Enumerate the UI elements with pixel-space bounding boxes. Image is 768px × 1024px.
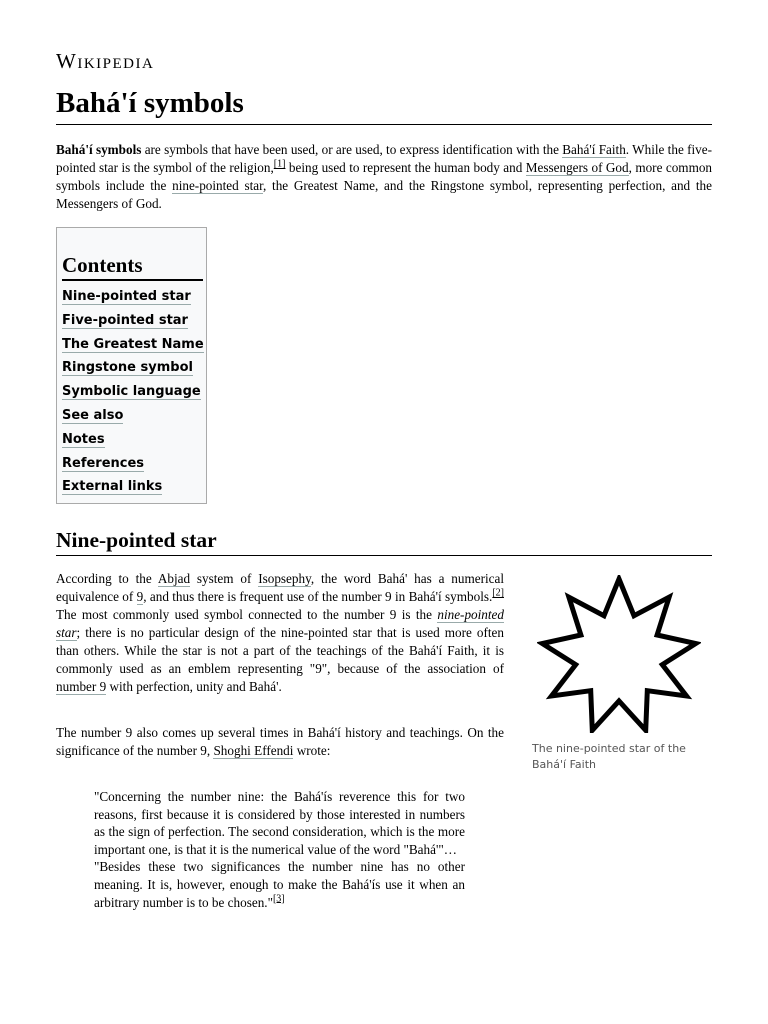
wikipedia-logo[interactable]: Wikipedia [56, 49, 155, 73]
nine-pointed-star-icon[interactable] [537, 575, 701, 733]
quote-paragraph-1: "Concerning the number nine: the Bahá'ís reverence this for two reasons, first because it is considered by those interested in numbers as the sign of perfection. The second consideration, which is the more important one, is that it is the numerical value of the word "Bahá'"… [94, 789, 465, 857]
lead-text: , more common symbols include the [56, 160, 713, 193]
link-abjad[interactable]: Abjad [157, 571, 191, 586]
link-nine-pointed-star[interactable]: nine-pointed star [172, 178, 263, 193]
link-shoghi-effendi[interactable]: Shoghi Effendi [213, 743, 294, 758]
link-bahai-faith[interactable]: Bahá'í Faith [562, 142, 626, 157]
shoghi-effendi-quote [94, 788, 465, 911]
lead-paragraph [56, 141, 712, 213]
section-paragraph-1: According to the Abjad system of Isopsephy, the word Bahá' has a numerical equivalence of 9, and thus there is frequent use of the number 9 in Bahá'í symbols.[2] The most commonly used symbol connected to the number 9 is the nine-pointed star; there is no particular design of the nine-pointed star that is used more often than others. While the star is not a part of the teachings of the Bahá'í Faith, it is commonly used as an emblem representing "9", because of the association of number 9 with perfection, unity and Bahá'. [56, 571, 504, 694]
link-isopsephy[interactable]: Isopsephy [258, 571, 311, 586]
toc-item-see-also[interactable]: See also [62, 407, 124, 423]
link-nine-pointed-star-italic[interactable]: nine-pointed star [56, 607, 504, 640]
lead-text: . While the five-pointed star is the symbol of the religion, [56, 142, 712, 175]
quote-paragraph-2: "Besides these two significances the number nine has no other meaning. It is, however, enough to make the Bahá'ís use it when an arbitrary number is to be chosen."[3] [94, 859, 465, 910]
toc-title: Contents [62, 252, 203, 281]
toc-item-references[interactable]: References [62, 455, 145, 471]
toc-list [62, 288, 204, 502]
table-of-contents [56, 227, 207, 504]
lead-text: , the Greatest Name, and the Ringstone symbol, representing perfection, and the Messengers of God. [56, 178, 712, 211]
figure-caption: The nine-pointed star of the Bahá'í Faith [532, 742, 686, 771]
section-paragraph-2: The number 9 also comes up several times in Bahá'í history and teachings. On the significance of the number 9, Shoghi Effendi wrote: [56, 725, 504, 758]
lead-bold-term: Bahá'í symbols [56, 142, 142, 157]
toc-item-symbolic-language[interactable]: Symbolic language [62, 384, 201, 400]
toc-item-external-links[interactable]: External links [62, 479, 163, 495]
nine-pointed-star-figure [532, 575, 706, 773]
link-messengers-of-god[interactable]: Messengers of God [525, 160, 629, 175]
toc-item-nine-pointed-star[interactable]: Nine-pointed star [62, 289, 191, 304]
lead-text: are symbols that have been used, or are used, to express identification with the [141, 142, 563, 157]
link-number-9[interactable]: number 9 [56, 679, 107, 694]
ref-2-link[interactable]: [2] [492, 587, 504, 599]
link-9[interactable]: 9 [136, 589, 144, 604]
ref-1-link[interactable]: [1] [273, 158, 286, 170]
section-heading-nine-pointed-star: Nine-pointed star [56, 527, 712, 556]
toc-item-five-pointed-star[interactable]: Five-pointed star [62, 312, 188, 328]
toc-item-greatest-name[interactable]: The Greatest Name [62, 336, 204, 352]
ref-3-link[interactable]: [3] [272, 893, 285, 905]
toc-item-ringstone-symbol[interactable]: Ringstone symbol [62, 360, 193, 376]
lead-text: being used to represent the human body and [285, 160, 526, 175]
toc-item-notes[interactable]: Notes [62, 431, 105, 447]
page-title: Bahá'í symbols [56, 86, 712, 125]
